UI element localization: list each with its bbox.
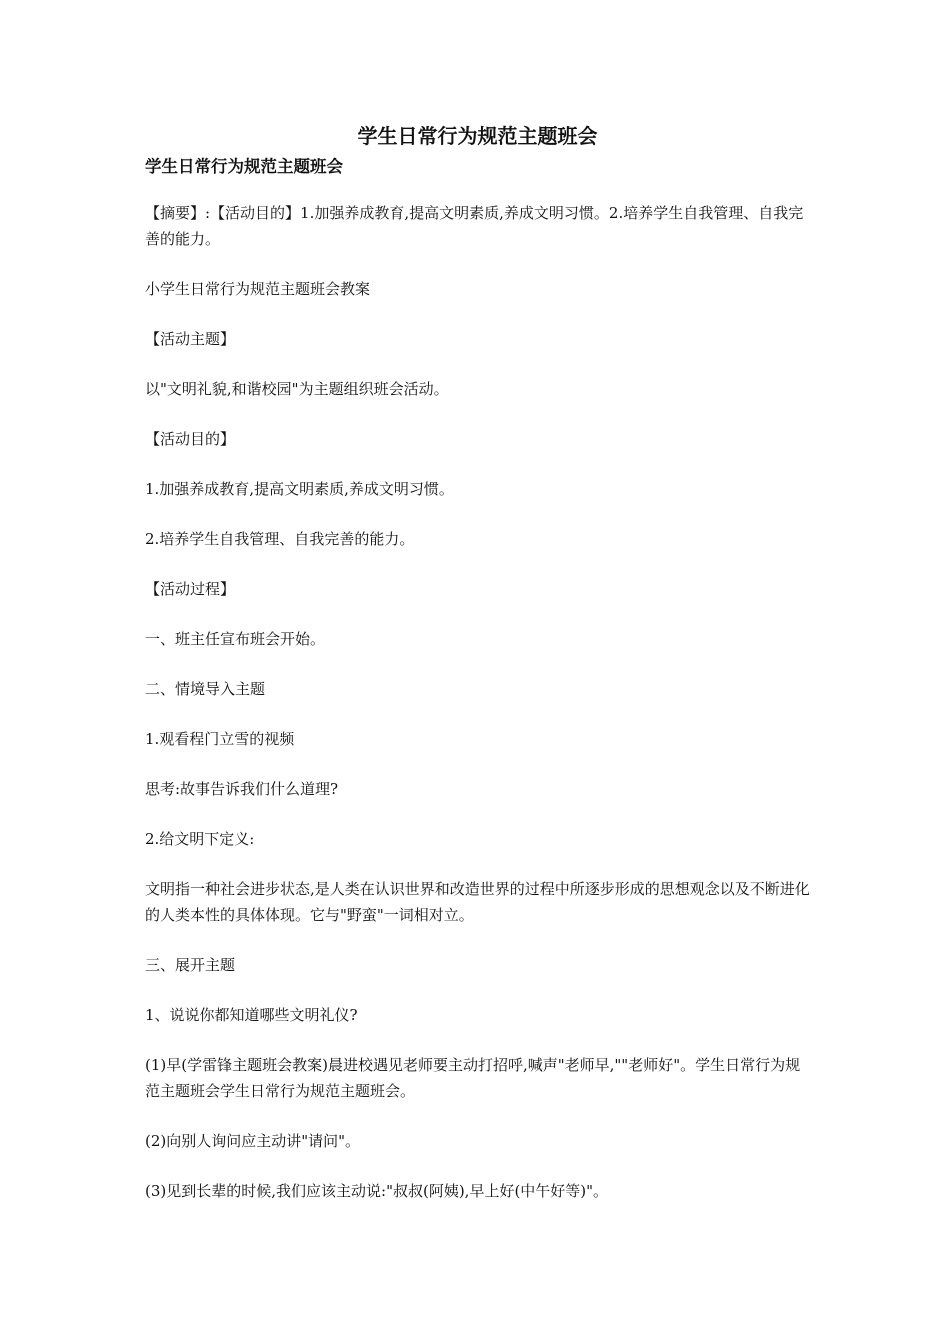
document-page	[145, 118, 810, 1228]
think-question: 思考:故事告诉我们什么道理?	[145, 780, 339, 798]
document-title: 学生日常行为规范主题班会	[357, 124, 598, 148]
process-step-2: 二、情境导入主题	[145, 680, 266, 698]
video-item: 1.观看程门立雪的视频	[145, 730, 295, 748]
etiquette-item-3: (3)见到长辈的时候,我们应该主动说:"叔叔(阿姨),早上好(中午好等)"。	[145, 1182, 609, 1200]
process-step-1: 一、班主任宣布班会开始。	[145, 630, 326, 648]
document-subtitle: 学生日常行为规范主题班会	[145, 157, 343, 176]
section-heading-purpose: 【活动目的】	[145, 430, 236, 448]
process-step-3: 三、展开主题	[145, 956, 236, 974]
purpose-item-1: 1.加强养成教育,提高文明素质,养成文明习惯。	[145, 480, 454, 498]
section-heading-process: 【活动过程】	[145, 580, 236, 598]
purpose-item-2: 2.培养学生自我管理、自我完善的能力。	[145, 530, 415, 548]
definition-heading: 2.给文明下定义:	[145, 830, 255, 848]
abstract-paragraph: 【摘要】:【活动目的】1.加强养成教育,提高文明素质,养成文明习惯。2.培养学生自我管理、自我完善的能力。	[145, 204, 804, 248]
lesson-plan-heading: 小学生日常行为规范主题班会教案	[145, 280, 371, 298]
etiquette-item-1: (1)早(学雷锋主题班会教案)晨进校遇见老师要主动打招呼,喊声"老师早,""老师好"。学生日常行为规范主题班会学生日常行为规范主题班会。	[145, 1056, 801, 1100]
section-heading-theme: 【活动主题】	[145, 330, 236, 348]
theme-paragraph: 以"文明礼貌,和谐校园"为主题组织班会活动。	[145, 380, 449, 398]
etiquette-item-2: (2)向别人询问应主动讲"请问"。	[145, 1132, 361, 1150]
definition-paragraph: 文明指一种社会进步状态,是人类在认识世界和改造世界的过程中所逐步形成的思想观念以及不断进化的人类本性的具体体现。它与"野蛮"一词相对立。	[145, 880, 810, 924]
etiquette-question: 1、说说你都知道哪些文明礼仪?	[145, 1006, 358, 1024]
